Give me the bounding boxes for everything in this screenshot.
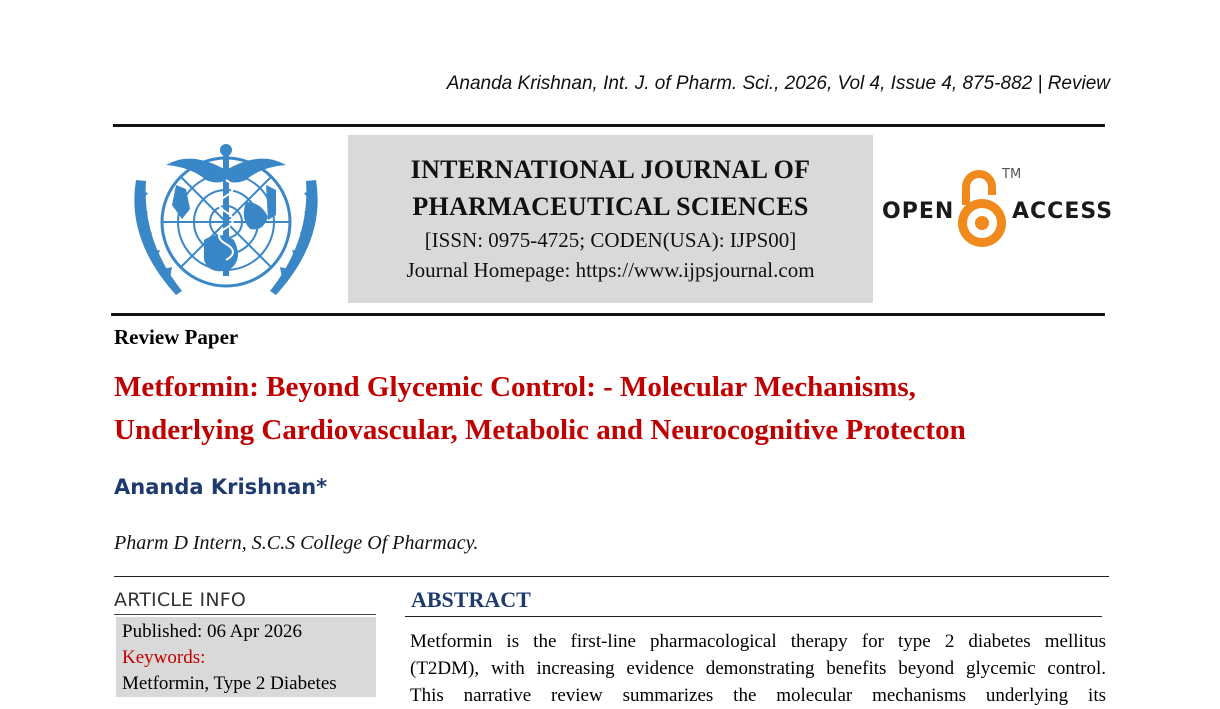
journal-masthead	[348, 135, 873, 303]
journal-name	[348, 151, 873, 225]
author-affiliation: Pharm D Intern, S.C.S College Of Pharmacy.	[114, 532, 479, 554]
open-access-access-text: ACCESS	[1012, 199, 1114, 224]
abstract-heading: ABSTRACT	[411, 587, 531, 612]
author-name[interactable]: Ananda Krishnan*	[114, 475, 328, 499]
article-type: Review Paper	[114, 325, 239, 349]
published-date: Published: 06 Apr 2026	[122, 621, 302, 642]
article-info-heading: ARTICLE INFO	[114, 589, 247, 611]
header-bottom-rule	[111, 313, 1105, 316]
journal-logo	[126, 140, 326, 306]
abstract-line: This narrative review summarizes the molecular mechanisms underlying its	[410, 685, 1106, 706]
issn-line: [ISSN: 0975-4725; CODEN(USA): IJPS00]	[424, 228, 797, 252]
header-top-rule	[113, 124, 1105, 127]
open-access-open-text: OPEN	[882, 199, 955, 224]
keywords-label: Keywords:	[122, 647, 206, 668]
keywords-value: Metformin, Type 2 Diabetes	[122, 673, 337, 694]
caduceus-globe-emblem-icon	[126, 140, 326, 306]
abstract-body	[410, 628, 1106, 709]
abstract-rule	[405, 616, 1102, 617]
journal-homepage-link[interactable]: Journal Homepage: https://www.ijpsjournal.com	[406, 258, 815, 282]
article-info-box	[116, 617, 376, 697]
running-header: Ananda Krishnan, Int. J. of Pharm. Sci., 2026, Vol 4, Issue 4, 875-882 | Review	[446, 73, 1110, 94]
abstract-line: Metformin is the first-line pharmacological therapy for type 2 diabetes mellitus	[410, 631, 1106, 652]
abstract-line: (T2DM), with increasing evidence demonstrating benefits beyond glycemic control.	[410, 658, 1106, 679]
trademark-mark: TM	[1002, 167, 1022, 182]
journal-name-line2: PHARMACEUTICAL SCIENCES	[412, 192, 809, 221]
article-title-line2: Underlying Cardiovascular, Metabolic and Neurocognitive Protecton	[114, 414, 966, 446]
journal-name-line1: INTERNATIONAL JOURNAL OF	[410, 155, 811, 184]
article-info-rule	[114, 614, 376, 615]
article-title	[114, 366, 1114, 452]
section-divider	[114, 576, 1109, 577]
article-title-line1: Metformin: Beyond Glycemic Control: - Molecular Mechanisms,	[114, 371, 916, 403]
open-access-badge	[880, 165, 1114, 255]
